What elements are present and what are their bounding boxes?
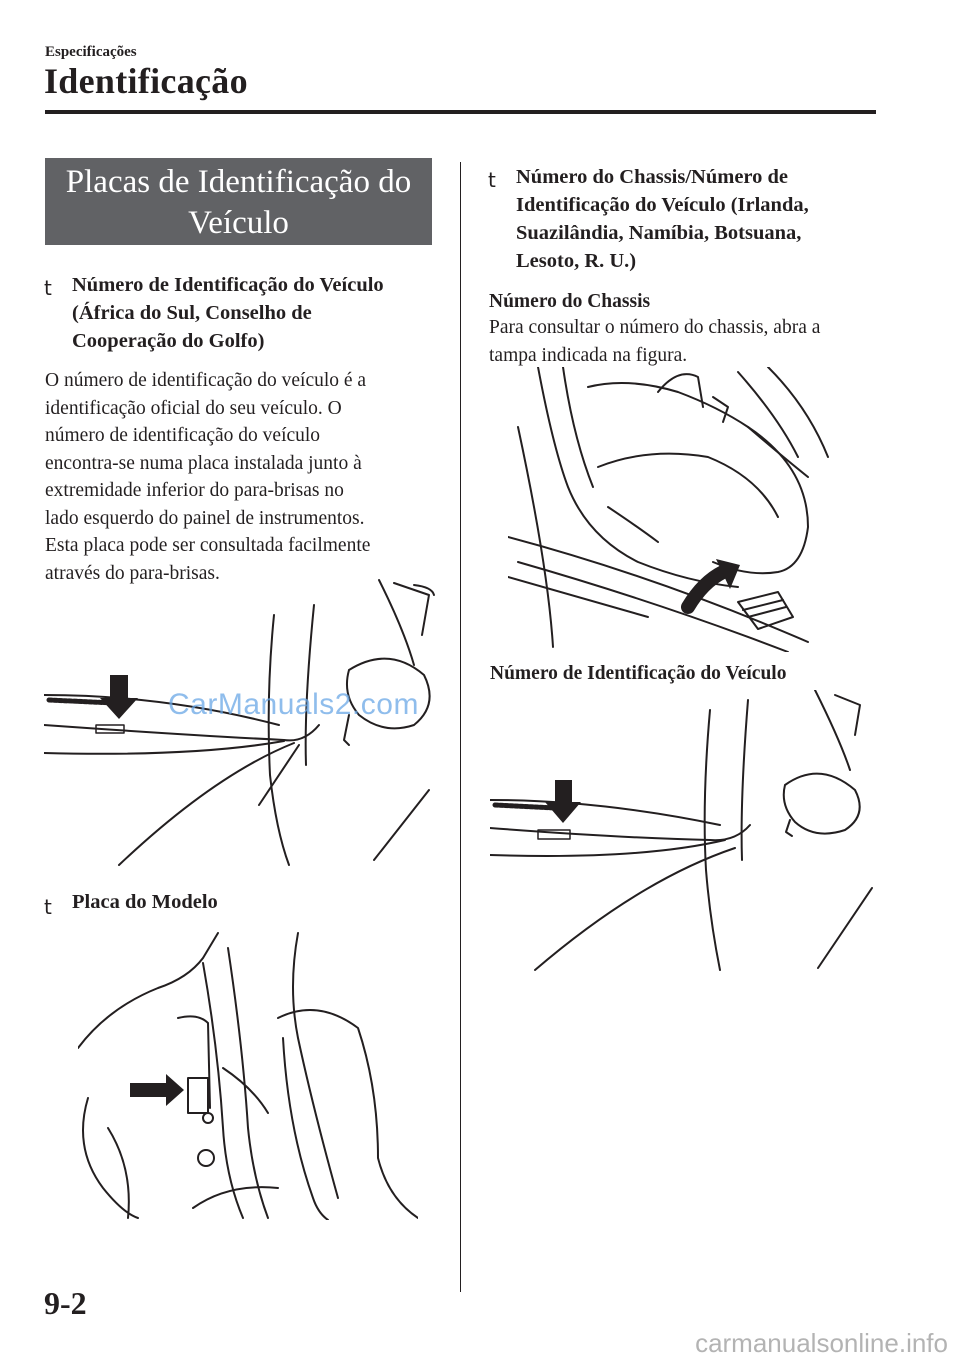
vin-body-line: número de identificação do veículo <box>45 425 321 446</box>
chassis-heading-line-2: Identificação do Veículo (Irlanda, <box>516 194 809 216</box>
footer-url: carmanualsonline.info <box>695 1328 948 1358</box>
vin-body-line: extremidade inferior do para-brisas no <box>45 480 344 501</box>
chassis-body-line: tampa indicada na figura. <box>489 344 688 366</box>
page-title: Identificação <box>44 61 248 101</box>
chassis-cover-illustration <box>508 367 848 652</box>
model-plate-illustration <box>78 928 418 1220</box>
chassis-subheading: Número do Chassis <box>489 291 651 312</box>
chassis-body <box>489 314 820 369</box>
vin-body-line: identificação oficial do seu veículo. O <box>45 397 342 419</box>
chassis-body-line: Para consultar o número do chassis, abra a <box>489 317 821 338</box>
vin-body-line: através do para-brisas. <box>45 562 220 584</box>
vin-heading-line-1: Número de Identificação do Veículo <box>72 274 384 296</box>
watermark: CarManuals2.com <box>168 688 419 721</box>
vin-body-line: encontra-se numa placa instalada junto à <box>45 452 362 474</box>
bullet-icon: t <box>488 168 496 192</box>
vin-plate-illustration <box>44 575 444 870</box>
banner-line-1: Placas de Identificação do <box>65 164 412 200</box>
vin-body-line: lado esquerdo do painel de instrumentos. <box>45 507 365 529</box>
page-number: 9-2 <box>44 1285 87 1321</box>
chassis-heading <box>516 163 809 275</box>
vin-heading <box>72 271 384 355</box>
banner-line-2: Veículo <box>188 205 289 241</box>
vin-caption: Número de Identificação do Veículo <box>490 663 787 684</box>
vin-heading-line-2: (África do Sul, Conselho de <box>72 302 312 324</box>
chassis-heading-line-3: Suazilândia, Namíbia, Botsuana, <box>516 222 802 244</box>
column-divider <box>460 162 461 1292</box>
title-rule <box>45 110 876 114</box>
chassis-heading-line-1: Número do Chassis/Número de <box>516 166 789 188</box>
chassis-heading-line-4: Lesoto, R. U.) <box>516 250 637 272</box>
section-kicker: Especificações <box>45 44 137 60</box>
bullet-icon: t <box>44 895 52 919</box>
bullet-icon: t <box>44 276 52 300</box>
vin-body-line: O número de identificação do veículo é a <box>45 370 367 391</box>
vin-heading-line-3: Cooperação do Golfo) <box>72 330 265 352</box>
vin-body-line: Esta placa pode ser consultada facilmente <box>45 535 371 556</box>
vin-plate-illustration-right <box>490 690 880 975</box>
section-banner <box>45 158 432 245</box>
vin-body <box>45 367 370 587</box>
model-plate-heading: Placa do Modelo <box>72 891 218 913</box>
